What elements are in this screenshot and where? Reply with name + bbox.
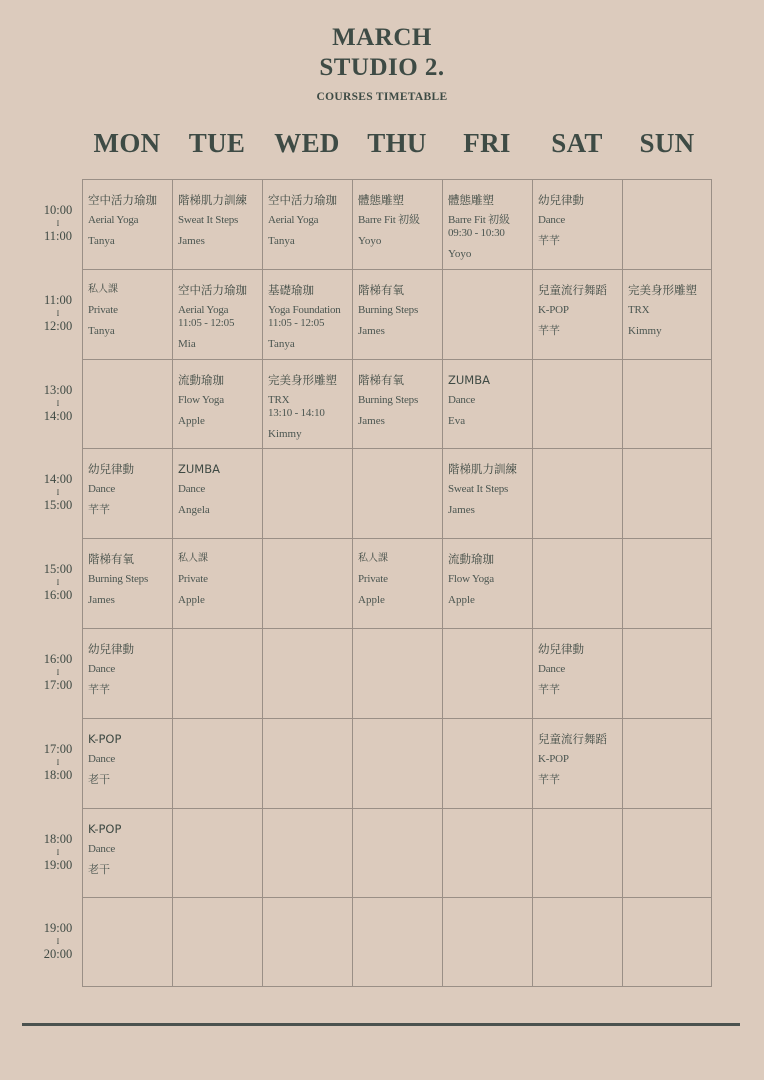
subtitle: COURSES TIMETABLE [316,91,448,103]
time-slot-start: 10:00 [43,203,73,217]
class-name-en: Dance [88,753,116,765]
class-name-zh: 完美身形雕塑 [628,283,697,297]
class-name-zh: 階梯肌力訓練 [448,462,517,476]
class-teacher: James [448,504,475,516]
day-header-fri: FRI [463,128,511,158]
class-teacher: 芊芊 [538,684,560,696]
class-name-en: K-POP [538,753,569,765]
class-teacher: 芊芊 [538,235,560,247]
class-cell [83,180,173,270]
class-teacher: James [358,325,385,337]
time-slot-end: 19:00 [43,858,73,872]
class-name-en: Aerial Yoga [178,304,229,316]
time-slot-end: 16:00 [43,588,73,602]
class-cell [443,449,533,539]
class-teacher: Mia [178,338,196,350]
class-name-en: K-POP [538,304,569,316]
class-cell [83,539,173,629]
class-name-zh: 私人課 [358,553,388,564]
class-teacher: Kimmy [628,325,662,337]
class-cell [533,270,623,360]
class-cell [443,180,533,270]
time-slot-end: 15:00 [43,498,73,512]
class-name-en: Dance [88,483,116,495]
class-name-zh: 階梯有氧 [358,283,404,297]
class-name-zh: 空中活力瑜珈 [268,193,337,207]
class-cell [353,270,443,360]
class-name-zh: K-POP [88,822,122,836]
class-cell [83,719,173,809]
class-name-zh: 兒童流行舞蹈 [538,732,607,746]
class-cell [353,360,443,450]
class-cell [443,360,533,450]
class-time: 13:10 - 14:10 [268,407,325,419]
time-slot-label [28,204,88,243]
class-name-en: Dance [88,843,116,855]
class-name-en: Dance [538,663,566,675]
time-slot-start: 14:00 [43,472,73,486]
class-name-zh: 兒童流行舞蹈 [538,283,607,297]
time-slot-separator: I [56,399,60,408]
class-name-en: Flow Yoga [178,394,224,406]
class-cell [533,719,623,809]
time-slot-end: 14:00 [43,409,73,423]
class-cell [173,449,263,539]
time-slot-separator: I [56,578,60,587]
day-header-mon: MON [93,128,161,158]
class-teacher: Tanya [268,338,295,350]
class-name-zh: 完美身形雕塑 [268,373,337,387]
class-name-zh: 空中活力瑜珈 [88,193,157,207]
class-teacher: 芊芊 [538,325,560,337]
class-name-en: TRX [268,394,290,406]
time-slot-separator: I [56,219,60,228]
class-name-en: Burning Steps [358,304,419,316]
day-header-tue: TUE [188,128,246,158]
class-name-zh: 幼兒律動 [538,642,584,656]
time-slot-start: 19:00 [43,921,73,935]
class-time: 11:05 - 12:05 [178,317,235,329]
class-teacher: James [358,415,385,427]
class-name-en: Dance [178,483,206,495]
class-cell [263,270,353,360]
time-slot-separator: I [56,309,60,318]
time-slot-separator: I [56,488,60,497]
footer-divider [22,1023,740,1026]
time-slot-end: 18:00 [43,768,73,782]
class-name-zh: 階梯有氧 [88,552,134,566]
class-name-zh: 空中活力瑜珈 [178,283,247,297]
class-teacher: 芊芊 [88,504,110,516]
class-name-en: Dance [88,663,116,675]
class-teacher: Apple [178,594,205,606]
class-cell [263,180,353,270]
class-name-en: Barre Fit 初級 [448,214,510,226]
class-cell [83,809,173,899]
time-slot-label [28,743,88,782]
class-name-zh: 階梯肌力訓練 [178,193,247,207]
time-slot-start: 13:00 [43,383,73,397]
class-cell [623,270,713,360]
class-name-en: Aerial Yoga [88,214,139,226]
class-cell [173,539,263,629]
time-slot-separator: I [56,668,60,677]
time-slot-start: 11:00 [43,293,72,307]
class-name-zh: 體態雕塑 [358,193,404,207]
class-cell [83,270,173,360]
time-slot-label [28,833,88,872]
class-cell [173,180,263,270]
class-name-en: Sweat It Steps [178,214,239,226]
time-slot-start: 18:00 [43,832,73,846]
class-name-en: Burning Steps [358,394,419,406]
time-slot-end: 11:00 [43,229,72,243]
class-name-zh: 體態雕塑 [448,193,494,207]
class-name-en: TRX [628,304,650,316]
title-month: MARCH [332,24,432,51]
class-time: 11:05 - 12:05 [268,317,325,329]
day-header-sun: SUN [639,128,695,158]
time-slot-label [28,653,88,692]
time-slot-label [28,294,88,333]
class-name-zh: 基礎瑜珈 [268,283,314,297]
class-cell [353,539,443,629]
time-slot-label [28,922,88,961]
class-name-zh: ZUMBA [448,373,490,387]
class-name-en: Private [178,573,208,585]
class-cell [173,270,263,360]
time-slot-end: 17:00 [43,678,73,692]
timetable-grid [82,179,712,987]
class-teacher: Kimmy [268,428,302,440]
class-name-zh: 幼兒律動 [88,462,134,476]
class-teacher: 老干 [88,864,110,876]
class-teacher: 芊芊 [538,774,560,786]
class-name-en: Dance [538,214,566,226]
time-slot-label [28,563,88,602]
class-teacher: Yoyo [448,248,472,260]
class-name-zh: 階梯有氧 [358,373,404,387]
class-teacher: Eva [448,415,466,427]
class-name-zh: 幼兒律動 [88,642,134,656]
class-cell [83,449,173,539]
class-name-zh: 流動瑜珈 [448,552,494,566]
day-header-sat: SAT [551,128,603,158]
class-name-en: Private [358,573,388,585]
class-cell [83,629,173,719]
time-slot-start: 15:00 [43,562,73,576]
time-slot-end: 12:00 [43,319,73,333]
class-teacher: Tanya [88,325,115,337]
class-teacher: Angela [178,504,210,516]
class-name-en: Sweat It Steps [448,483,509,495]
day-header-row [82,128,712,164]
class-name-zh: 幼兒律動 [538,193,584,207]
class-cell [173,360,263,450]
class-cell [353,180,443,270]
time-slot-label [28,473,88,512]
class-name-en: Burning Steps [88,573,149,585]
day-header-wed: WED [274,128,340,158]
class-teacher: James [178,235,205,247]
class-name-zh: 私人課 [88,284,118,295]
title-studio: STUDIO 2. [319,54,445,81]
class-teacher: 芊芊 [88,684,110,696]
class-name-zh: 流動瑜珈 [178,373,224,387]
day-header-thu: THU [367,128,427,158]
class-cell [533,629,623,719]
class-teacher: Tanya [268,235,295,247]
class-teacher: 老干 [88,774,110,786]
class-teacher: Apple [448,594,475,606]
class-teacher: Yoyo [358,235,382,247]
class-name-en: Barre Fit 初級 [358,214,420,226]
class-name-en: Yoga Foundation [268,304,341,316]
class-name-zh: K-POP [88,732,122,746]
time-slot-end: 20:00 [43,947,73,961]
time-slot-label [28,384,88,423]
class-name-zh: ZUMBA [178,462,220,476]
class-name-en: Flow Yoga [448,573,494,585]
class-teacher: Apple [178,415,205,427]
class-name-zh: 私人課 [178,553,208,564]
time-slot-separator: I [56,758,60,767]
class-time: 09:30 - 10:30 [448,227,505,239]
time-slot-start: 17:00 [43,742,73,756]
time-slot-separator: I [56,937,60,946]
time-slot-start: 16:00 [43,652,73,666]
class-name-en: Dance [448,394,476,406]
time-slot-separator: I [56,848,60,857]
class-name-en: Aerial Yoga [268,214,319,226]
class-cell [263,360,353,450]
class-name-en: Private [88,304,118,316]
class-cell [533,180,623,270]
class-teacher: James [88,594,115,606]
class-teacher: Apple [358,594,385,606]
grid-row-divider [83,897,711,898]
class-teacher: Tanya [88,235,115,247]
class-cell [443,539,533,629]
